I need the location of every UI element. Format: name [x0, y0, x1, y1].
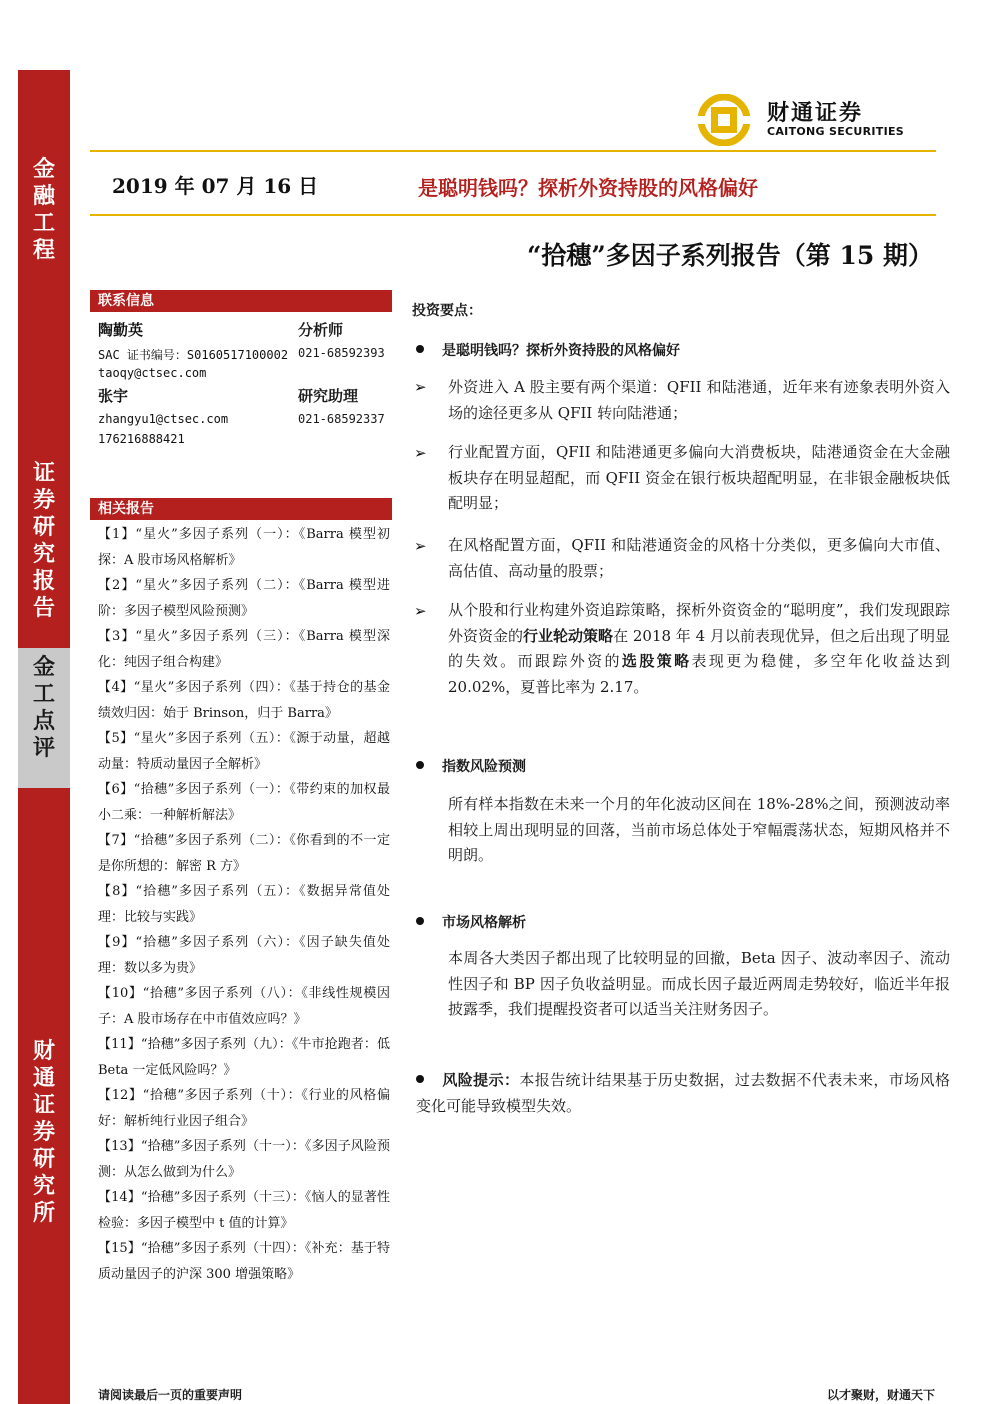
arrow-bullet-icon: ➢: [414, 537, 427, 555]
related-report-item[interactable]: 【7】“拾穗”多因子系列（二）：《你看到的不一定是你所想的：解密 R 方》: [98, 833, 390, 874]
sidebar-label-research-report: 证 券 研 究 报 告: [32, 460, 55, 621]
risk-label: 风险提示：: [442, 1071, 520, 1089]
paragraph-text: 在 2018 年 4 月以前表现优异，但之后出现了明显的失效。而跟踪外资的: [448, 626, 950, 670]
section-title: 是聪明钱吗？探析外资持股的风格偏好: [442, 343, 680, 359]
logo-english-name: CAITONG SECURITIES: [767, 125, 905, 138]
bullet-icon: [416, 1075, 424, 1083]
contact-section-header: 联系信息: [90, 290, 392, 312]
arrow-bullet-icon: ➢: [414, 602, 427, 620]
index-risk-paragraph: 所有样本指数在未来一个月的年化波动区间在 18%-28%之间，预测波动率相较上周出现明显的回落，当前市场总体处于窄幅震荡状态，短期风格并不明朗。: [448, 795, 950, 864]
analyst-name: 陶勤英: [98, 321, 144, 339]
report-date: 2019 年 07 月 16 日: [112, 174, 319, 198]
logo-coin-icon: [693, 94, 755, 146]
market-style-paragraph: 本周各大类因子都出现了比较明显的回撤，Beta 因子、波动率因子、流动性因子和 BP 因子负收益明显。而成长因子最近两周走势较好，临近半年报披露季，我们提醒投资者可以适当关注财务因子。: [448, 949, 950, 1018]
risk-warning: [416, 1068, 950, 1119]
assistant-role: 研究助理: [298, 387, 359, 405]
related-report-item[interactable]: 【2】“星火”多因子系列（二）：《Barra 模型进阶：多因子模型风险预测》: [98, 578, 390, 619]
bullet-icon: [416, 761, 424, 769]
paragraph-text: 从个股和行业构建外资追踪策略，探析外资资金的“聪明度”，我们发现跟踪外资资金的: [448, 601, 950, 645]
bullet-icon: [416, 345, 424, 353]
analyst-email[interactable]: taoqy@ctsec.com: [98, 366, 207, 380]
header-bottom-line: [90, 214, 936, 216]
left-sidebar: [18, 70, 70, 1404]
section-market-style-heading: [416, 912, 526, 932]
sidebar-label-quant-commentary: 金 工 点 评: [32, 654, 55, 761]
related-report-item[interactable]: 【8】“拾穗”多因子系列（五）：《数据异常值处理：比较与实践》: [98, 884, 390, 925]
related-report-item[interactable]: 【3】“星火”多因子系列（三）：《Barra 模型深化：纯因子组合构建》: [98, 629, 390, 670]
footer-slogan: 以才聚财，财通天下: [826, 1388, 935, 1402]
keypoint-paragraph-2: 行业配置方面，QFII 和陆港通更多偏向大消费板块，陆港通资金在大金融板块存在明显超配，而 QFII 资金在银行板块超配明显，在非银金融板块低配明显；: [448, 443, 950, 512]
assistant-email[interactable]: zhangyu1@ctsec.com: [98, 412, 229, 426]
sidebar-label-institute: 财 通 证 券 研 究 所: [32, 1038, 55, 1226]
assistant-mobile: 17621688842​1: [98, 432, 185, 446]
section-smart-money-heading: [416, 340, 680, 360]
emphasis-stock-selection-strategy: 选股策略: [621, 652, 692, 670]
footer-disclaimer-note: 请阅读最后一页的重要声明: [98, 1388, 243, 1402]
company-logo: [693, 94, 915, 146]
related-report-item[interactable]: 【15】“拾穗”多因子系列（十四）：《补充：基于特质动量因子的沪深 300 增强策略》: [98, 1241, 390, 1282]
related-report-item[interactable]: 【13】“拾穗”多因子系列（十一）：《多因子风险预测：从怎么做到为什么》: [98, 1139, 390, 1180]
related-report-item[interactable]: 【4】“星火”多因子系列（四）：《基于持仓的基金绩效归因：始于 Brinson，归于 Barra》: [98, 680, 390, 721]
keypoint-paragraph-1: 外资进入 A 股主要有两个渠道：QFII 和陆港通，近年来有迹象表明外资入场的途径更多从 QFII 转向陆港通；: [448, 378, 950, 422]
header-top-line: [90, 150, 936, 152]
related-report-item[interactable]: 【5】“星火”多因子系列（五）：《源于动量，超越动量：特质动量因子全解析》: [98, 731, 390, 772]
risk-text: 本报告统计结果基于历史数据，过去数据不代表未来，市场风格变化可能导致模型失效。: [416, 1071, 950, 1115]
arrow-bullet-icon: ➢: [414, 444, 427, 462]
related-reports-list: [98, 522, 390, 1287]
related-report-item[interactable]: 【14】“拾穗”多因子系列（十三）：《恼人的显著性检验：多因子模型中 t 值的计算》: [98, 1190, 390, 1231]
emphasis-rotation-strategy: 行业轮动策略: [523, 626, 614, 645]
analyst-sac-number: SAC 证书编号：S0160517100002: [98, 348, 289, 362]
analyst-role: 分析师: [298, 321, 344, 339]
arrow-bullet-icon: ➢: [414, 378, 427, 396]
related-reports-header: 相关报告: [90, 498, 392, 520]
paragraph-text: 表现更为稳健，多空年化收益达到 20.02%，夏普比率为 2.17。: [448, 652, 950, 696]
section-index-risk-heading: [416, 756, 526, 776]
related-report-item[interactable]: 【11】“拾穗”多因子系列（九）：《牛市抢跑者：低 Beta 一定低风险吗？》: [98, 1037, 390, 1078]
key-points-title: 投资要点：: [412, 303, 482, 319]
sidebar-label-financial-engineering: 金 融 工 程: [32, 156, 55, 263]
series-title: “拾穗”多因子系列报告（第 15 期）: [527, 241, 933, 270]
keypoint-paragraph-4: [448, 598, 950, 700]
bullet-icon: [416, 917, 424, 925]
related-report-item[interactable]: 【9】“拾穗”多因子系列（六）：《因子缺失值处理：数以多为贵》: [98, 935, 390, 976]
section-title: 指数风险预测: [442, 759, 526, 775]
related-report-item[interactable]: 【6】“拾穗”多因子系列（一）：《带约束的加权最小二乘：一种解析解法》: [98, 782, 390, 823]
assistant-name: 张宇: [98, 387, 129, 405]
sidebar-gray-block: [18, 648, 70, 788]
analyst-phone: 021-68592393: [298, 346, 385, 360]
keypoint-paragraph-3: 在风格配置方面，QFII 和陆港通资金的风格十分类似，更多偏向大市值、高估值、高动量的股票；: [448, 536, 950, 580]
report-headline: 是聪明钱吗？探析外资持股的风格偏好: [418, 176, 758, 200]
section-title: 市场风格解析: [442, 915, 526, 931]
assistant-phone: 021-68592337: [298, 412, 385, 426]
logo-chinese-name: 财通证券: [767, 101, 864, 126]
related-report-item[interactable]: 【12】“拾穗”多因子系列（十）：《行业的风格偏好：解析纯行业因子组合》: [98, 1088, 390, 1129]
related-report-item[interactable]: 【1】“星火”多因子系列（一）：《Barra 模型初探：A 股市场风格解析》: [98, 527, 390, 568]
related-report-item[interactable]: 【10】“拾穗”多因子系列（八）：《非线性规模因子：A 股市场存在中市值效应吗？》: [98, 986, 390, 1027]
